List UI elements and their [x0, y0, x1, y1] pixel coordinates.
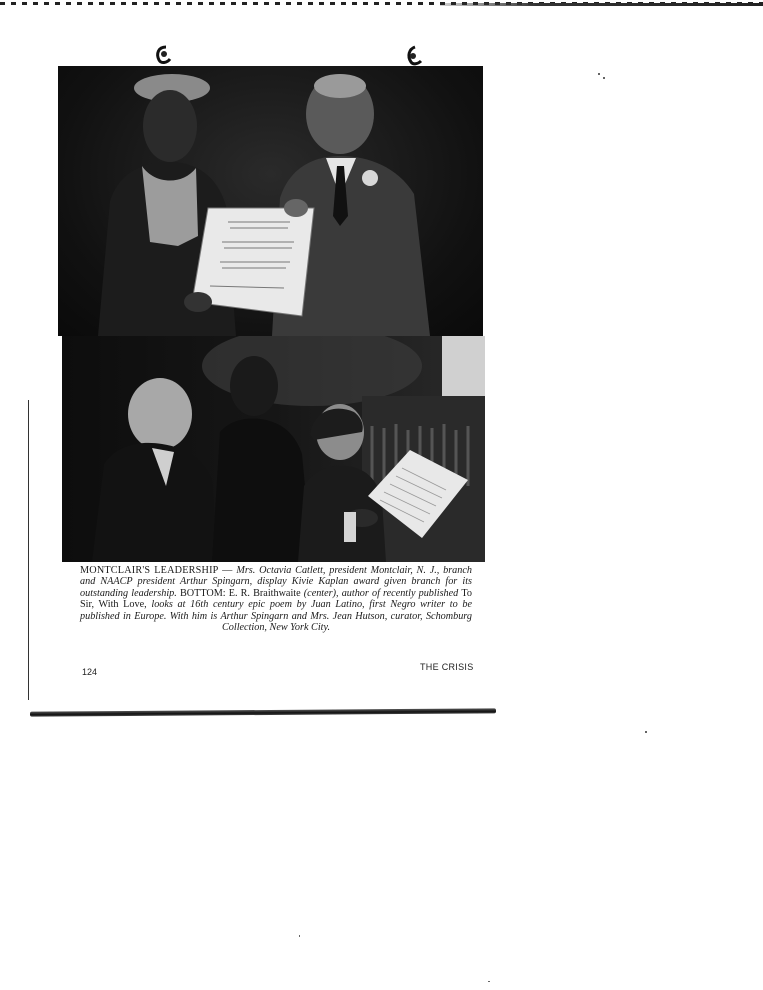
caption-text-2: (center), author of recently published: [300, 587, 462, 599]
scan-speck: [598, 73, 600, 75]
binder-hole-right: [402, 44, 426, 68]
page-number: 124: [82, 667, 98, 677]
scan-left-margin-line: [28, 400, 29, 700]
scan-speck: [488, 981, 490, 982]
caption-text-3: looks at 16th century epic poem by Juan Latino, first Negro writer to be published in Europe. With him is Arthur Spingarn and Mrs. Jean Hutson, curator, Schomburg Collection, New York City.: [80, 599, 472, 634]
photo-award-presentation: [58, 66, 483, 336]
photo-braithwaite-reading-figures: [62, 336, 485, 562]
caption-bottom-label: BOTTOM: E. R. Braithwaite: [179, 587, 301, 599]
scan-speck: [645, 731, 647, 733]
photo-caption: [80, 565, 472, 633]
scan-top-edge-shadow: [440, 3, 763, 6]
scan-bottom-page-edge: [30, 708, 496, 716]
caption-book-title: To Sir, With Love,: [80, 587, 472, 611]
publication-name: THE CRISIS: [420, 662, 474, 672]
photo-braithwaite-reading: [62, 336, 485, 562]
scan-speck: [603, 77, 605, 79]
scan-speck: [299, 935, 300, 937]
photo-award-presentation-figures: [58, 66, 483, 336]
caption-lead: MONTCLAIR'S LEADERSHIP —: [80, 565, 233, 576]
binder-hole-left: [152, 44, 176, 66]
caption-text-1: Mrs. Octavia Catlett, president Montclair, N. J., branch and NAACP president Arthur Spingarn, display Kivie Kaplan award given branch for its outstanding leadership.: [80, 565, 472, 599]
